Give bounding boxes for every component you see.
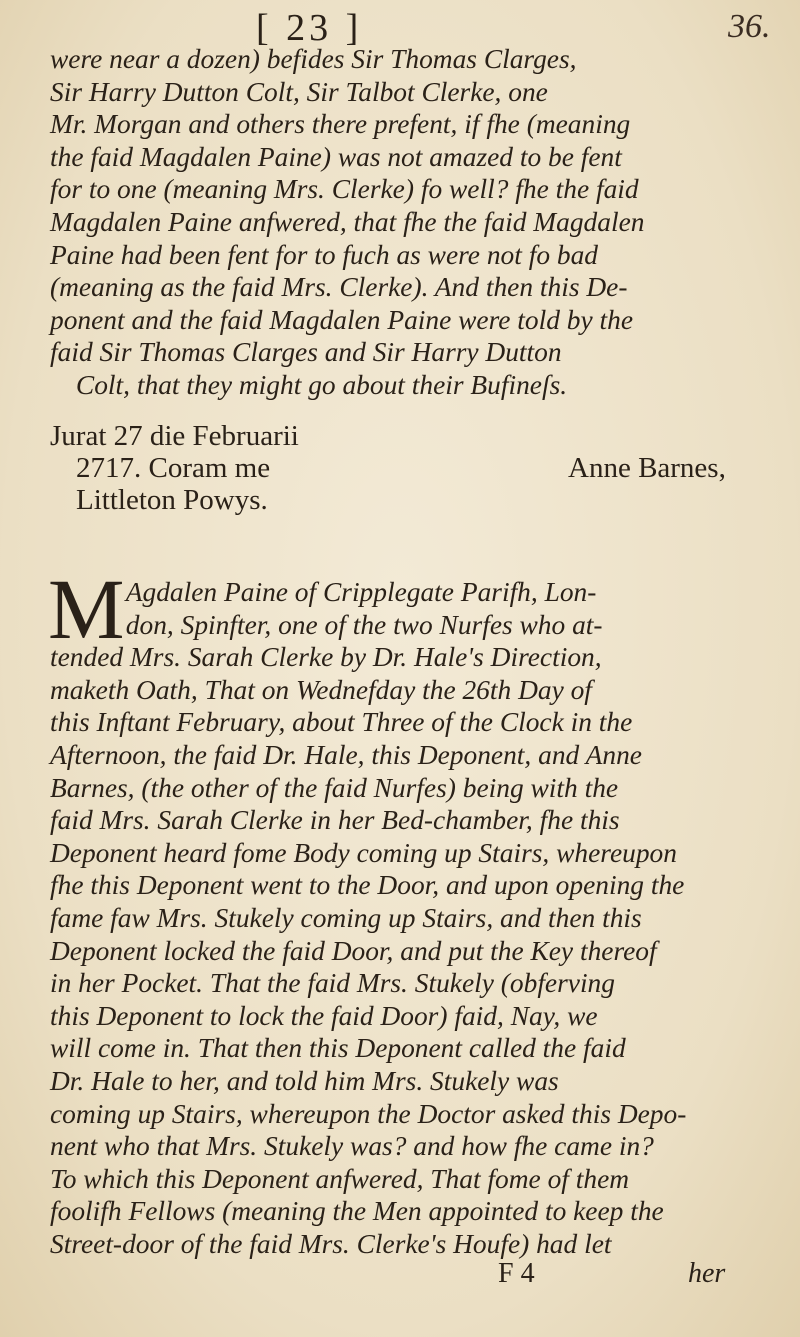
text-line: Sir Harry Dutton Colt, Sir Talbot Clerke, one xyxy=(50,75,548,107)
jurat-block xyxy=(50,420,750,516)
text-line: To which this Deponent anfwered, That fome of them xyxy=(50,1162,630,1194)
text-line: Paine had been fent for to fuch as were not fo bad xyxy=(50,238,599,270)
catchword: her xyxy=(688,1258,726,1289)
text-line: Agdalen Paine of Cripplegate Parifh, Lon- xyxy=(125,576,597,607)
jurat-coram-line xyxy=(50,452,750,484)
signature-mark: F 4 xyxy=(498,1258,535,1289)
text-line: Barnes, (the other of the faid Nurfes) being with the xyxy=(50,771,619,803)
paragraph-deposition-paine xyxy=(50,576,780,1260)
text-line: nent who that Mrs. Stukely was? and how fhe came in? xyxy=(50,1130,654,1162)
paragraph-deposition-end xyxy=(50,43,780,402)
text-line: this Inftant February, about Three of the Clock in the xyxy=(50,706,633,738)
drop-cap: M xyxy=(48,561,125,657)
handwritten-folio-mark: 36. xyxy=(728,8,771,45)
text-line: Afternoon, the faid Dr. Hale, this Deponent, and Anne xyxy=(50,738,642,770)
text-line: tended Mrs. Sarah Clerke by Dr. Hale's Direction, xyxy=(50,641,602,673)
text-line: maketh Oath, That on Wednefday the 26th Day of xyxy=(50,673,592,705)
text-line: faid Mrs. Sarah Clerke in her Bed-chamber, fhe this xyxy=(50,804,620,836)
text-line: don, Spinfter, one of the two Nurfes who at- xyxy=(125,608,603,640)
jurat-coram: 2717. Coram me xyxy=(76,452,271,484)
text-line: Magdalen Paine anfwered, that fhe the faid Magdalen xyxy=(50,205,645,237)
text-line: for to one (meaning Mrs. Clerke) fo well? fhe the faid xyxy=(50,173,639,205)
text-line: ponent and the faid Magdalen Paine were told by the xyxy=(50,303,634,335)
jurat-date: Jurat 27 die Februarii xyxy=(50,420,299,452)
text-line: Colt, that they might go about their Bufineſs. xyxy=(75,368,568,400)
page-number: [ 23 ] xyxy=(256,7,363,49)
text-line: coming up Stairs, whereupon the Doctor asked this Depo- xyxy=(50,1097,687,1129)
text-line: fame faw Mrs. Stukely coming up Stairs, and then this xyxy=(50,901,642,933)
text-line: this Deponent to lock the faid Door) faid, Nay, we xyxy=(50,999,598,1031)
text-line: Deponent heard fome Body coming up Stairs, whereupon xyxy=(50,836,677,868)
text-line: Street-door of the faid Mrs. Clerke's Houfe) had let xyxy=(50,1227,612,1259)
page-footer xyxy=(0,1258,800,1294)
text-line: faid Sir Thomas Clarges and Sir Harry Dutton xyxy=(50,336,562,368)
page-header xyxy=(0,6,800,49)
text-line: Mr. Morgan and others there prefent, if fhe (meaning xyxy=(50,108,631,140)
text-line: Deponent locked the faid Door, and put the Key thereof xyxy=(50,934,657,966)
jurat-commissioner: Littleton Powys. xyxy=(76,484,268,516)
text-line: the faid Magdalen Paine) was not amazed to be fent xyxy=(50,140,622,172)
jurat-witness-name: Anne Barnes, xyxy=(568,452,726,484)
text-line: (meaning as the faid Mrs. Clerke). And then this De- xyxy=(50,271,628,303)
text-line: in her Pocket. That the faid Mrs. Stukely (obferving xyxy=(50,967,615,999)
text-line: Dr. Hale to her, and told him Mrs. Stukely was xyxy=(50,1064,559,1096)
text-line: fhe this Deponent went to the Door, and upon opening the xyxy=(50,869,685,901)
text-line: foolifh Fellows (meaning the Men appointed to keep the xyxy=(50,1195,664,1227)
text-line: will come in. That then this Deponent called the faid xyxy=(50,1032,626,1064)
text-line: were near a dozen) befides Sir Thomas Clarges, xyxy=(50,43,577,74)
